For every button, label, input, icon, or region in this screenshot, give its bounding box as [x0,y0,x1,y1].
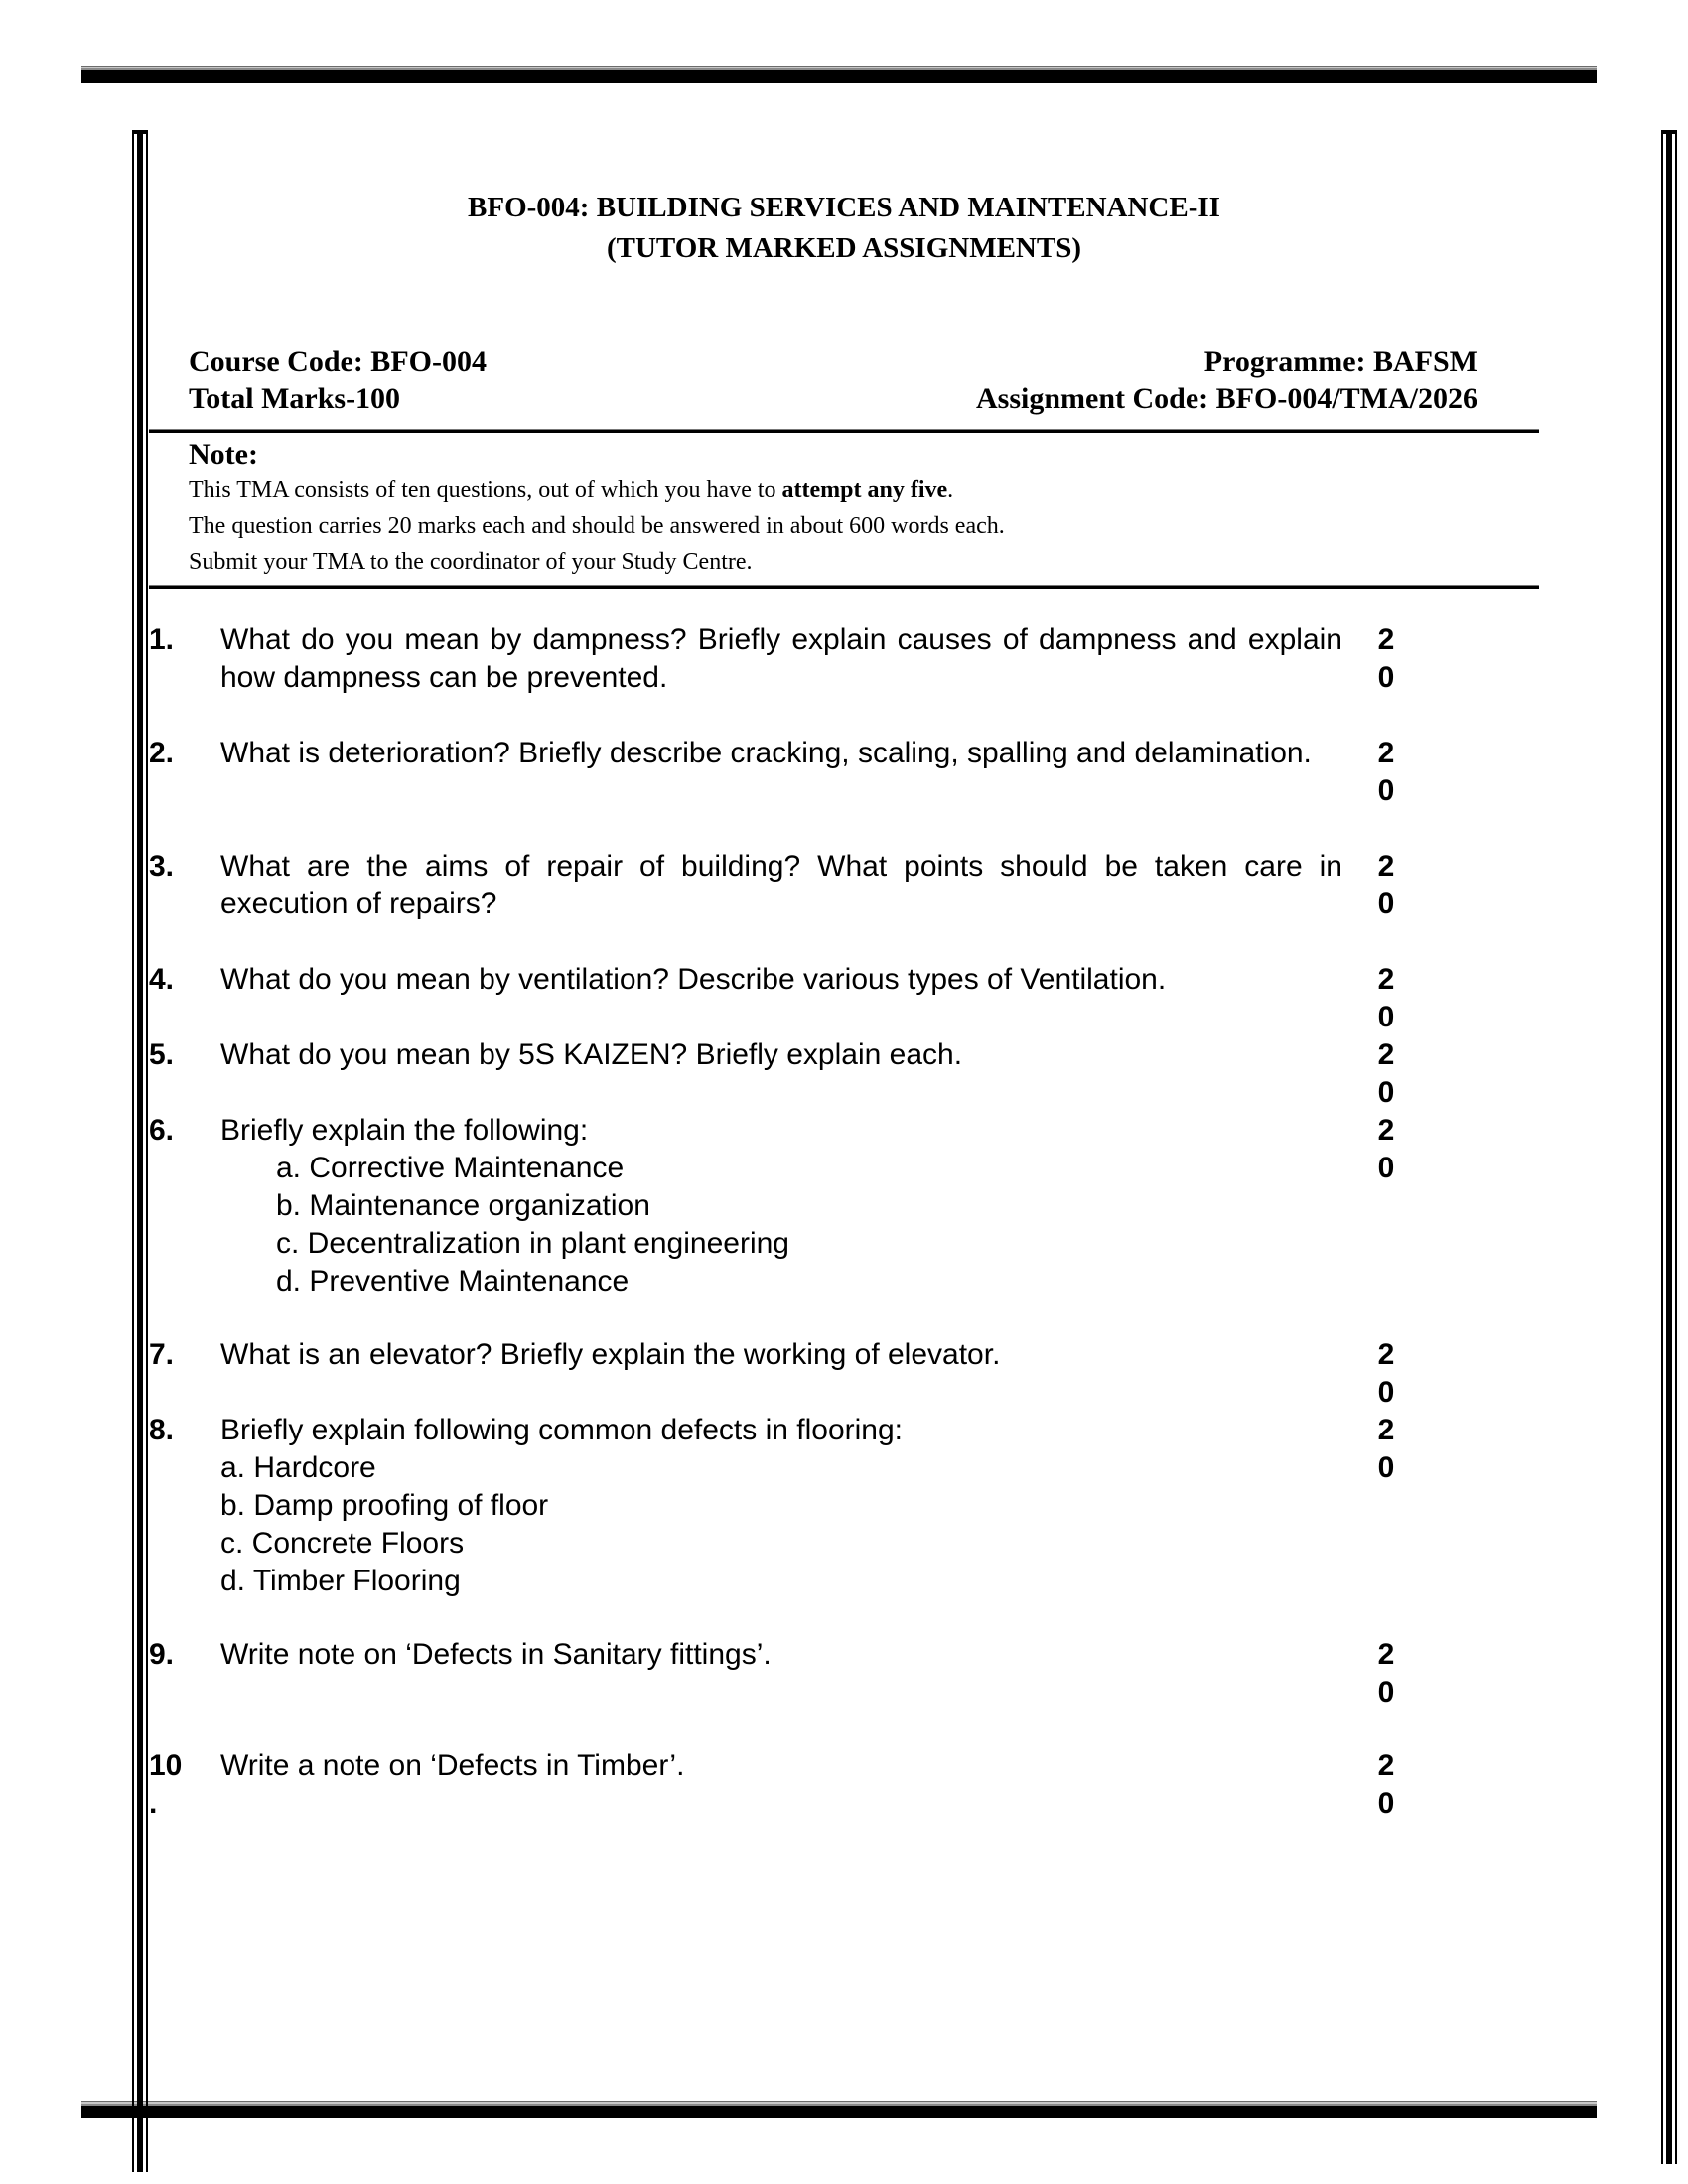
question-marks [1374,961,1398,1036]
sub-item: d. Preventive Maintenance [276,1265,630,1297]
mark-digit: 2 [1377,963,1395,996]
sub-item: b. Maintenance organization [276,1189,650,1222]
mark-digit: 2 [1377,1114,1395,1147]
question-text: What is an elevator? Briefly explain the working of elevator. [220,1338,1001,1371]
top-border-bar [81,66,1597,83]
question-number: 3. [149,850,175,883]
question-marks [1374,1036,1398,1112]
mark-digit: 2 [1377,623,1395,656]
note-divider [149,585,1539,589]
question-text: What are the aims of repair of building? What points should be taken care in execution of repairs? [220,850,1342,920]
question-marks [1374,1636,1398,1711]
question-body [220,1412,1342,1600]
sub-item: d. Timber Flooring [220,1565,461,1597]
mark-digit: 0 [1377,1376,1395,1409]
question-text: Write a note on ‘Defects in Timber’. [220,1749,685,1782]
total-marks: Total Marks-100 [189,382,401,415]
note-line-1 [189,478,953,502]
question-marks [1374,848,1398,923]
note-line-2: The question carries 20 marks each and should be answered in about 600 words each. [189,513,1005,539]
sub-item: c. Concrete Floors [220,1527,465,1560]
programme: Programme: BAFSM [1203,345,1477,378]
sub-item: a. Corrective Maintenance [276,1152,625,1184]
mark-digit: 2 [1377,1038,1395,1071]
question-text: Briefly explain following common defects in flooring: [220,1414,903,1446]
note-line-3: Submit your TMA to the coordinator of your Study Centre. [189,549,753,575]
question-number-wrap: . [149,1787,158,1820]
question-body [220,1112,1342,1300]
question-marks [1374,1412,1398,1487]
question-number: 6. [149,1114,175,1147]
note-line-1-suffix: . [947,478,954,503]
mark-digit: 0 [1377,1787,1395,1820]
mark-digit: 0 [1377,1001,1395,1033]
document-title: BFO-004: BUILDING SERVICES AND MAINTENANCE-II [468,192,1220,223]
course-code: Course Code: BFO-004 [189,345,487,378]
question-number: 9. [149,1638,175,1671]
sub-item: a. Hardcore [220,1451,376,1484]
mark-digit: 2 [1377,1414,1395,1446]
mark-digit: 2 [1377,737,1395,769]
question-number: 5. [149,1038,175,1071]
question-text: What is deterioration? Briefly describe cracking, scaling, spalling and delamination. [220,737,1312,769]
mark-digit: 0 [1377,1676,1395,1708]
left-page-border [132,132,148,2172]
mark-digit: 0 [1377,1451,1395,1484]
mark-digit: 0 [1377,661,1395,694]
mark-digit: 0 [1377,1152,1395,1184]
sub-item: c. Decentralization in plant engineering [276,1227,789,1260]
mark-digit: 0 [1377,1076,1395,1109]
question-text: What do you mean by dampness? Briefly explain causes of dampness and explain how dampness can be prevented. [220,623,1342,694]
question-marks [1374,621,1398,697]
note-line-1-emphasis: attempt any five [781,478,948,503]
question-marks [1374,1747,1398,1823]
right-page-border [1661,132,1677,2164]
document-subtitle: (TUTOR MARKED ASSIGNMENTS) [606,232,1082,264]
question-marks [1374,1336,1398,1412]
mark-digit: 2 [1377,1338,1395,1371]
question-number: 8. [149,1414,175,1446]
question-number: 2. [149,737,175,769]
question-text: Write note on ‘Defects in Sanitary fittings’. [220,1638,772,1671]
question-number: 4. [149,963,175,996]
question-number: 10 [149,1749,183,1782]
mark-digit: 0 [1377,887,1395,920]
sub-item: b. Damp proofing of floor [220,1489,549,1522]
assignment-code: Assignment Code: BFO-004/TMA/2026 [976,382,1477,415]
note-heading: Note: [189,438,258,471]
question-text: What do you mean by ventilation? Describe various types of Ventilation. [220,963,1167,996]
header-divider [149,429,1539,433]
mark-digit: 2 [1377,1638,1395,1671]
mark-digit: 2 [1377,850,1395,883]
mark-digit: 2 [1377,1749,1395,1782]
question-number: 7. [149,1338,175,1371]
note-line-1-prefix: This TMA consists of ten questions, out of which you have to [189,478,782,503]
question-text: Briefly explain the following: [220,1114,589,1147]
question-text: What do you mean by 5S KAIZEN? Briefly explain each. [220,1038,963,1071]
question-marks [1374,735,1398,810]
question-marks [1374,1112,1398,1187]
bottom-border-bar [81,2101,1597,2118]
mark-digit: 0 [1377,774,1395,807]
question-number: 1. [149,623,175,656]
